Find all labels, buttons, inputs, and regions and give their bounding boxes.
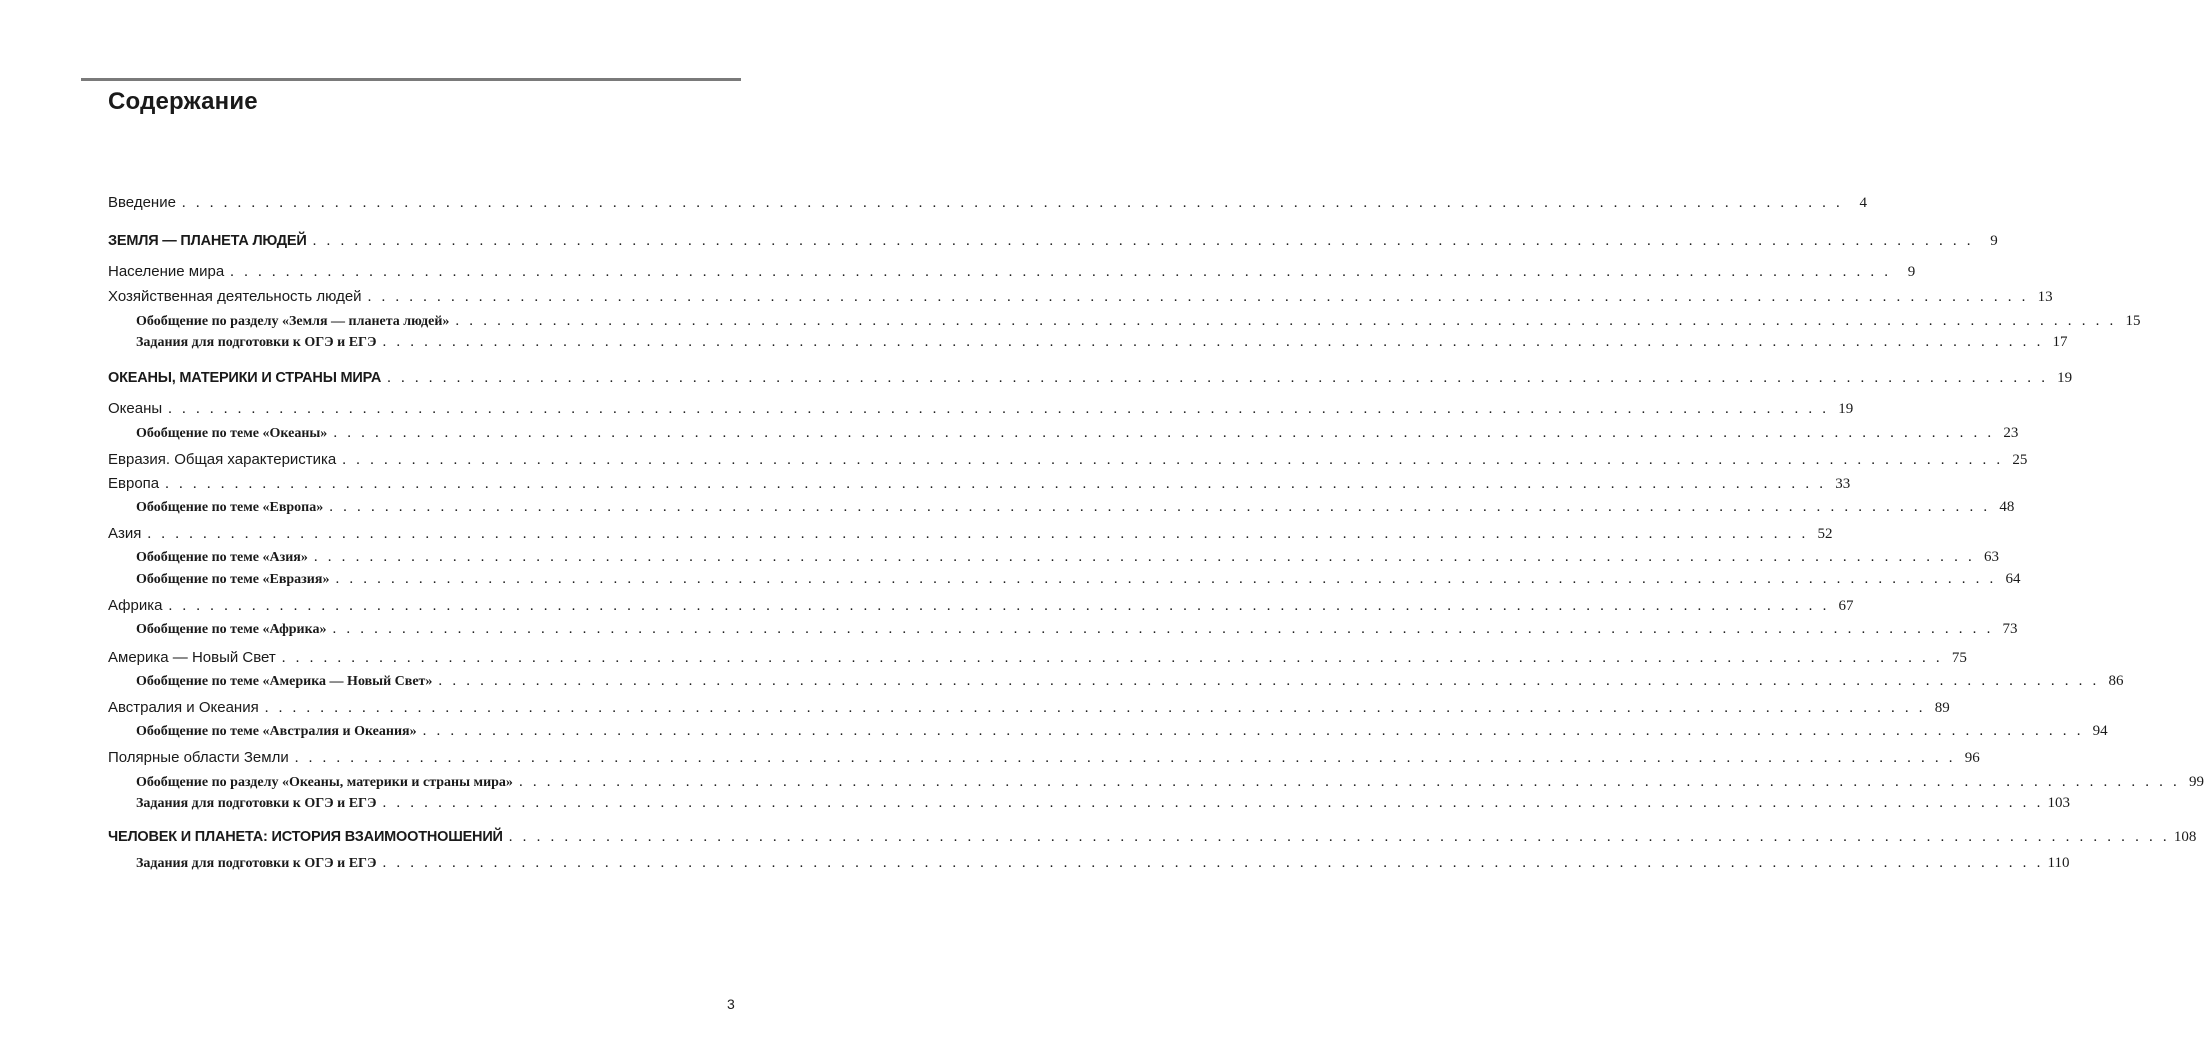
toc-entry-title: Задания для подготовки к ОГЭ и ЕГЭ [136, 796, 377, 811]
dot-leader: . . . . . . . . . . . . . . . . . . . . . . . . . . . . . . . . . . . . . . . . . . . . . . . . . . . . . . . . . . . . . . . . . . . . . . . . . . . . . . . . . . . . . . . . . . . . . . . . . . . . . . . . . . . . . . . . . . . . . . . . [438, 673, 2100, 689]
dot-leader: . . . . . . . . . . . . . . . . . . . . . . . . . . . . . . . . . . . . . . . . . . . . . . . . . . . . . . . . . . . . . . . . . . . . . . . . . . . . . . . . . . . . . . . . . . . . . . . . . . . . . . . . . . . . . . . . . . . . . . . . [342, 452, 2004, 468]
toc-entry-page: 13 [2037, 289, 2053, 305]
toc-entry-page: 94 [2092, 723, 2108, 739]
toc-entry [108, 499, 2015, 519]
toc-entry [108, 673, 2124, 693]
toc-entry [108, 649, 1967, 669]
dot-leader: . . . . . . . . . . . . . . . . . . . . . . . . . . . . . . . . . . . . . . . . . . . . . . . . . . . . . . . . . . . . . . . . . . . . . . . . . . . . . . . . . . . . . . . . . . . . . . . . . . . . . . . . . . . . . . . . . . . . . . . . [382, 334, 2044, 350]
toc-entry-title: Обобщение по теме «Америка — Новый Свет» [136, 674, 433, 689]
toc-entry [108, 749, 1980, 769]
toc-entry-page: 19 [2057, 370, 2073, 386]
dot-leader: . . . . . . . . . . . . . . . . . . . . . . . . . . . . . . . . . . . . . . . . . . . . . . . . . . . . . . . . . . . . . . . . . . . . . . . . . . . . . . . . . . . . . . . . . . . . . . . . . . . . . . . . . . . . . . . . . . . . . . . . [230, 264, 1892, 280]
toc-entry-title: Обобщение по теме «Евразия» [136, 572, 330, 587]
toc-entry [108, 829, 2197, 849]
toc-entry-page: 110 [2047, 855, 2070, 871]
toc-entry [108, 621, 2018, 641]
toc-entry-page: 67 [1838, 598, 1854, 614]
toc-entry [108, 855, 2070, 875]
toc-entry-title: Задания для подготовки к ОГЭ и ЕГЭ [136, 856, 377, 871]
toc-entry-title: Америка — Новый Свет [108, 649, 276, 666]
dot-leader: . . . . . . . . . . . . . . . . . . . . . . . . . . . . . . . . . . . . . . . . . . . . . . . . . . . . . . . . . . . . . . . . . . . . . . . . . . . . . . . . . . . . . . . . . . . . . . . . . . . . . . . . . . . . . . . . . . . . . . . . [264, 700, 1926, 716]
dot-leader: . . . . . . . . . . . . . . . . . . . . . . . . . . . . . . . . . . . . . . . . . . . . . . . . . . . . . . . . . . . . . . . . . . . . . . . . . . . . . . . . . . . . . . . . . . . . . . . . . . . . . . . . . . . . . . . . . . . . . . . . [313, 549, 1975, 565]
dot-leader: . . . . . . . . . . . . . . . . . . . . . . . . . . . . . . . . . . . . . . . . . . . . . . . . . . . . . . . . . . . . . . . . . . . . . . . . . . . . . . . . . . . . . . . . . . . . . . . . . . . . . . . . . . . . . . . . . . . . . . . . [382, 855, 2044, 871]
toc-entry-title: Евразия. Общая характеристика [108, 451, 337, 468]
toc-entry-title: Хозяйственная деятельность людей [108, 288, 362, 305]
toc-entry-title: Введение [108, 194, 176, 211]
page-title: Содержание [108, 88, 258, 115]
dot-leader: . . . . . . . . . . . . . . . . . . . . . . . . . . . . . . . . . . . . . . . . . . . . . . . . . . . . . . . . . . . . . . . . . . . . . . . . . . . . . . . . . . . . . . . . . . . . . . . . . . . . . . . . . . . . . . . . . . . . . . . . [508, 829, 2170, 845]
dot-leader: . . . . . . . . . . . . . . . . . . . . . . . . . . . . . . . . . . . . . . . . . . . . . . . . . . . . . . . . . . . . . . . . . . . . . . . . . . . . . . . . . . . . . . . . . . . . . . . . . . . . . . . . . . . . . . . . . . . . . . . . [281, 650, 1943, 666]
toc-entry-page: 73 [2002, 621, 2018, 637]
toc-entry [108, 334, 2068, 354]
toc-entry-title: Задания для подготовки к ОГЭ и ЕГЭ [136, 335, 377, 350]
toc-entry-title: Австралия и Океания [108, 699, 259, 716]
toc-entry-title: Обобщение по теме «Африка» [136, 622, 327, 637]
toc-entry [108, 475, 1851, 495]
toc-entry-page: 33 [1835, 476, 1851, 492]
toc-entry-page: 75 [1951, 650, 1967, 666]
toc-entry [108, 571, 2021, 591]
dot-leader: . . . . . . . . . . . . . . . . . . . . . . . . . . . . . . . . . . . . . . . . . . . . . . . . . . . . . . . . . . . . . . . . . . . . . . . . . . . . . . . . . . . . . . . . . . . . . . . . . . . . . . . . . . . . . . . . . . . . . . . . [367, 289, 2029, 305]
toc-entry-page: 52 [1817, 526, 1833, 542]
toc-entry-title: Обобщение по разделу «Океаны, материки и страны мира» [136, 775, 513, 790]
toc-entry [108, 288, 2053, 308]
toc-entry-title: Полярные области Земли [108, 749, 289, 766]
toc-entry [108, 425, 2019, 445]
dot-leader: . . . . . . . . . . . . . . . . . . . . . . . . . . . . . . . . . . . . . . . . . . . . . . . . . . . . . . . . . . . . . . . . . . . . . . . . . . . . . . . . . . . . . . . . . . . . . . . . . . . . . . . . . . . . . . . . . . . . . . . . [165, 476, 1827, 492]
toc-entry-page: 108 [2173, 829, 2197, 845]
toc-entry [108, 400, 1854, 420]
dot-leader: . . . . . . . . . . . . . . . . . . . . . . . . . . . . . . . . . . . . . . . . . . . . . . . . . . . . . . . . . . . . . . . . . . . . . . . . . . . . . . . . . . . . . . . . . . . . . . . . . . . . . . . . . . . . . . . . . . . . . . . . [518, 774, 2180, 790]
toc-entry [108, 194, 1867, 214]
toc-entry-page: 99 [2189, 774, 2204, 790]
toc-entry [108, 723, 2108, 743]
toc-entry-page: 86 [2108, 673, 2124, 689]
dot-leader: . . . . . . . . . . . . . . . . . . . . . . . . . . . . . . . . . . . . . . . . . . . . . . . . . . . . . . . . . . . . . . . . . . . . . . . . . . . . . . . . . . . . . . . . . . . . . . . . . . . . . . . . . . . . . . . . . . . . . . . . [332, 621, 1994, 637]
toc-entry-page: 9 [1907, 264, 1916, 280]
toc-entry-title: ЗЕМЛЯ — ПЛАНЕТА ЛЮДЕЙ [108, 233, 307, 249]
dot-leader: . . . . . . . . . . . . . . . . . . . . . . . . . . . . . . . . . . . . . . . . . . . . . . . . . . . . . . . . . . . . . . . . . . . . . . . . . . . . . . . . . . . . . . . . . . . . . . . . . . . . . . . . . . . . . . . . . . . . . . . . [422, 723, 2084, 739]
toc-entry-page: 23 [2003, 425, 2019, 441]
toc-entry [108, 699, 1950, 719]
dot-leader: . . . . . . . . . . . . . . . . . . . . . . . . . . . . . . . . . . . . . . . . . . . . . . . . . . . . . . . . . . . . . . . . . . . . . . . . . . . . . . . . . . . . . . . . . . . . . . . . . . . . . . . . . . . . . . . . . . . . . . . . [329, 499, 1991, 515]
toc-entry-title: Население мира [108, 263, 225, 280]
toc-entry-page: 64 [2005, 571, 2021, 587]
toc-entry [108, 795, 2071, 815]
dot-leader: . . . . . . . . . . . . . . . . . . . . . . . . . . . . . . . . . . . . . . . . . . . . . . . . . . . . . . . . . . . . . . . . . . . . . . . . . . . . . . . . . . . . . . . . . . . . . . . . . . . . . . . . . . . . . . . . . . . . . . . . [168, 401, 1830, 417]
toc-entry-page: 103 [2047, 795, 2071, 811]
toc-entry-title: Европа [108, 475, 160, 492]
toc-entry-page: 19 [1838, 401, 1854, 417]
toc-entry-page: 15 [2125, 313, 2141, 329]
table-of-contents [108, 0, 2204, 1045]
toc-entry [108, 370, 2073, 390]
dot-leader: . . . . . . . . . . . . . . . . . . . . . . . . . . . . . . . . . . . . . . . . . . . . . . . . . . . . . . . . . . . . . . . . . . . . . . . . . . . . . . . . . . . . . . . . . . . . . . . . . . . . . . . . . . . . . . . . . . . . . . . . [387, 370, 2049, 386]
dot-leader: . . . . . . . . . . . . . . . . . . . . . . . . . . . . . . . . . . . . . . . . . . . . . . . . . . . . . . . . . . . . . . . . . . . . . . . . . . . . . . . . . . . . . . . . . . . . . . . . . . . . . . . . . . . . . . . . . . . . . . . . [455, 313, 2117, 329]
dot-leader: . . . . . . . . . . . . . . . . . . . . . . . . . . . . . . . . . . . . . . . . . . . . . . . . . . . . . . . . . . . . . . . . . . . . . . . . . . . . . . . . . . . . . . . . . . . . . . . . . . . . . . . . . . . . . . . . . . . . . . . . [335, 571, 1997, 587]
toc-entry-page: 96 [1964, 750, 1980, 766]
toc-entry-page: 63 [1983, 549, 1999, 565]
page-number: 3 [727, 996, 735, 1012]
toc-entry-title: Обобщение по теме «Океаны» [136, 426, 328, 441]
dot-leader: . . . . . . . . . . . . . . . . . . . . . . . . . . . . . . . . . . . . . . . . . . . . . . . . . . . . . . . . . . . . . . . . . . . . . . . . . . . . . . . . . . . . . . . . . . . . . . . . . . . . . . . . . . . . . . . . . . . . . . . . [312, 233, 1974, 249]
dot-leader: . . . . . . . . . . . . . . . . . . . . . . . . . . . . . . . . . . . . . . . . . . . . . . . . . . . . . . . . . . . . . . . . . . . . . . . . . . . . . . . . . . . . . . . . . . . . . . . . . . . . . . . . . . . . . . . . . . . . . . . . [181, 195, 1843, 211]
toc-entry-title: ОКЕАНЫ, МАТЕРИКИ И СТРАНЫ МИРА [108, 370, 382, 386]
toc-entry-title: Океаны [108, 400, 163, 417]
toc-entry-title: ЧЕЛОВЕК И ПЛАНЕТА: ИСТОРИЯ ВЗАИМООТНОШЕНИЙ [108, 829, 503, 845]
dot-leader: . . . . . . . . . . . . . . . . . . . . . . . . . . . . . . . . . . . . . . . . . . . . . . . . . . . . . . . . . . . . . . . . . . . . . . . . . . . . . . . . . . . . . . . . . . . . . . . . . . . . . . . . . . . . . . . . . . . . . . . . [333, 425, 1995, 441]
toc-entry [108, 597, 1854, 617]
toc-entry [108, 263, 1916, 283]
toc-entry [108, 451, 2028, 471]
toc-entry-title: Азия [108, 525, 142, 542]
toc-entry [108, 549, 1999, 569]
toc-entry-page: 89 [1934, 700, 1950, 716]
toc-entry-title: Обобщение по теме «Австралия и Океания» [136, 724, 417, 739]
toc-entry-title: Обобщение по разделу «Земля — планета людей» [136, 314, 450, 329]
toc-entry-page: 4 [1859, 195, 1867, 211]
toc-entry [108, 233, 1998, 253]
toc-entry [108, 525, 1833, 545]
dot-leader: . . . . . . . . . . . . . . . . . . . . . . . . . . . . . . . . . . . . . . . . . . . . . . . . . . . . . . . . . . . . . . . . . . . . . . . . . . . . . . . . . . . . . . . . . . . . . . . . . . . . . . . . . . . . . . . . . . . . . . . . [168, 598, 1830, 614]
toc-entry-title: Обобщение по теме «Азия» [136, 550, 308, 565]
toc-entry-page: 48 [1999, 499, 2015, 515]
toc-entry-page: 17 [2052, 334, 2068, 350]
toc-entry [108, 774, 2204, 794]
dot-leader: . . . . . . . . . . . . . . . . . . . . . . . . . . . . . . . . . . . . . . . . . . . . . . . . . . . . . . . . . . . . . . . . . . . . . . . . . . . . . . . . . . . . . . . . . . . . . . . . . . . . . . . . . . . . . . . . . . . . . . . . [382, 795, 2044, 811]
toc-entry [108, 313, 2141, 333]
toc-entry-title: Обобщение по теме «Европа» [136, 500, 324, 515]
toc-entry-page: 9 [1990, 233, 1998, 249]
toc-entry-page: 25 [2012, 452, 2028, 468]
toc-entry-title: Африка [108, 597, 163, 614]
dot-leader: . . . . . . . . . . . . . . . . . . . . . . . . . . . . . . . . . . . . . . . . . . . . . . . . . . . . . . . . . . . . . . . . . . . . . . . . . . . . . . . . . . . . . . . . . . . . . . . . . . . . . . . . . . . . . . . . . . . . . . . . [294, 750, 1956, 766]
dot-leader: . . . . . . . . . . . . . . . . . . . . . . . . . . . . . . . . . . . . . . . . . . . . . . . . . . . . . . . . . . . . . . . . . . . . . . . . . . . . . . . . . . . . . . . . . . . . . . . . . . . . . . . . . . . . . . . . . . . . . . . . [147, 526, 1809, 542]
